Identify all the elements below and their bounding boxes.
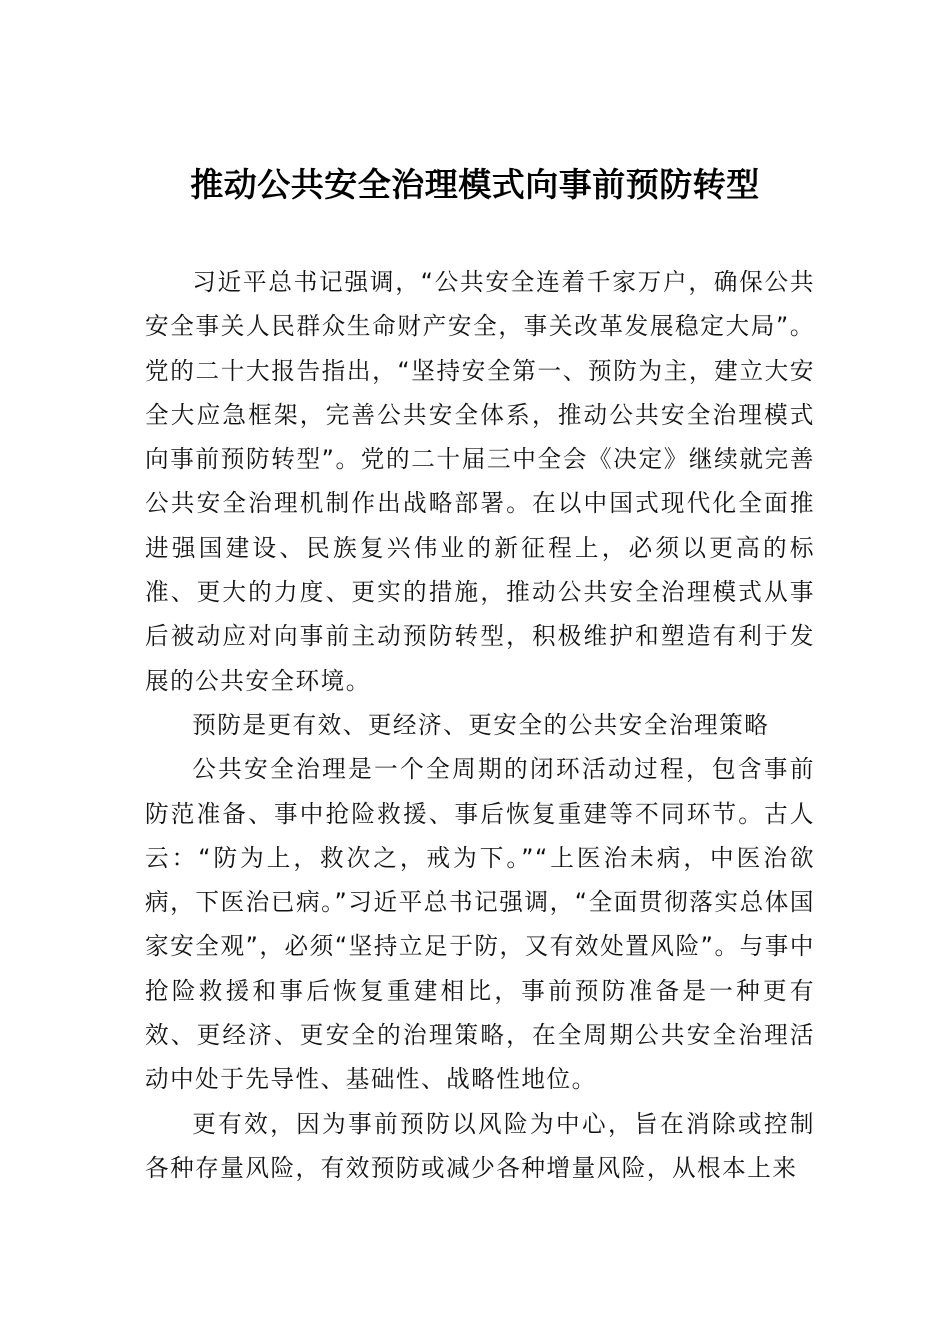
document-title: 推动公共安全治理模式向事前预防转型	[190, 165, 760, 204]
section-subheading: 预防是更有效、更经济、更安全的公共安全治理策略	[192, 710, 770, 739]
document-body	[145, 260, 815, 1190]
paragraph-intro: 习近平总书记强调，“公共安全连着千家万户，确保公共安全事关人民群众生命财产安全，事关改革发展稳定大局”。党的二十大报告指出，“坚持安全第一、预防为主，建立大安全大应急框架，完善公共安全体系，推动公共安全治理模式向事前预防转型”。党的二十届三中全会《决定》继续就完善公共安全治理机制作出战略部署。在以中国式现代化全面推进强国建设、民族复兴伟业的新征程上，必须以更高的标准、更大的力度、更实的措施，推动公共安全治理模式从事后被动应对向事前主动预防转型，积极维护和塑造有利于发展的公共安全环境。	[145, 268, 815, 695]
paragraph-more-effective: 更有效，因为事前预防以风险为中心，旨在消除或控制各种存量风险，有效预防或减少各种增量风险，从根本上来	[145, 1109, 815, 1182]
paragraph-lifecycle: 公共安全治理是一个全周期的闭环活动过程，包含事前防范准备、事中抢险救援、事后恢复重建等不同环节。古人云：“防为上，救次之，戒为下。”“上医治未病，中医治欲病，下医治已病。”习近平总书记强调，“全面贯彻落实总体国家安全观”，必须“坚持立足于防，又有效处置风险”。与事中抢险救援和事后恢复重建相比，事前预防准备是一种更有效、更经济、更安全的治理策略，在全周期公共安全治理活动中处于先导性、基础性、战略性地位。	[145, 755, 815, 1094]
